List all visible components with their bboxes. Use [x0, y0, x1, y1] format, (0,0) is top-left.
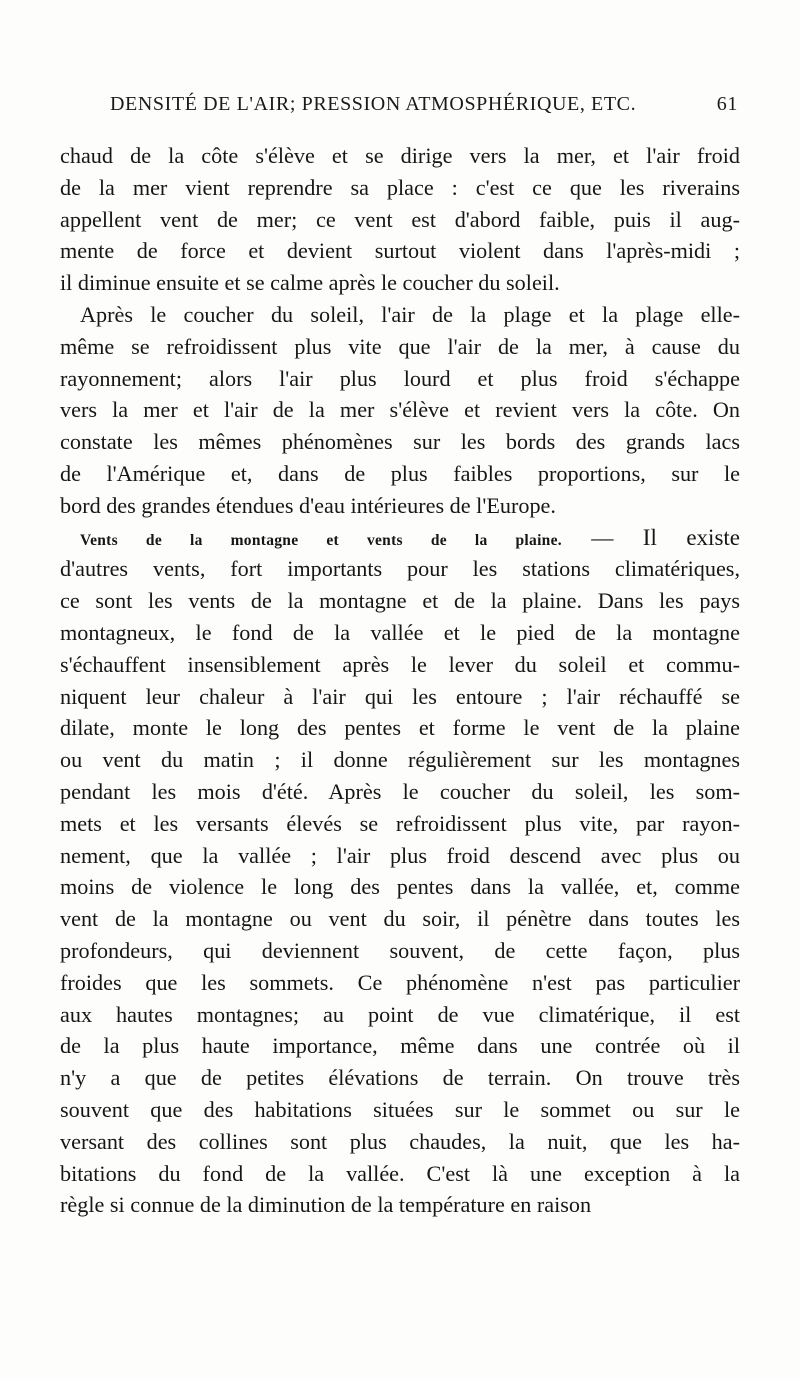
text-line: niquent leur chaleur à l'air qui les entoure ; l'air réchauffé se — [60, 683, 740, 709]
text-line: même se refroidissent plus vite que l'air de la mer, à cause du — [60, 333, 740, 359]
text-line: bord des grandes étendues d'eau intérieures de l'Europe. — [60, 492, 556, 518]
text-line: montagneux, le fond de la vallée et le pied de la montagne — [60, 619, 740, 645]
text-line: règle si connue de la diminution de la température en raison — [60, 1192, 592, 1218]
running-head-title: DENSITÉ DE L'AIR; PRESSION ATMOSPHÉRIQUE, ETC. — [110, 93, 637, 115]
section-start-text: Il existe — [642, 524, 741, 550]
text-line: nement, que la vallée ; l'air plus froid descend avec plus ou — [60, 842, 740, 868]
text-line: ce sont les vents de la montagne et de la plaine. Dans les pays — [60, 588, 740, 614]
text-line: de l'Amérique et, dans de plus faibles proportions, sur le — [60, 460, 740, 486]
running-head — [110, 93, 738, 123]
text-line: Après le coucher du soleil, l'air de la plage et la plage elle- — [80, 301, 740, 327]
text-line: vent de la montagne ou vent du soir, il pénètre dans toutes les — [60, 906, 740, 932]
text-line: profondeurs, qui deviennent souvent, de cette façon, plus — [60, 937, 740, 963]
text-line: rayonnement; alors l'air plus lourd et plus froid s'échappe — [60, 365, 740, 391]
text-line: mente de force et devient surtout violent dans l'après-midi ; — [60, 238, 740, 264]
text-line: souvent que des habitations situées sur le sommet ou sur le — [60, 1096, 740, 1122]
text-line: appellent vent de mer; ce vent est d'abord faible, puis il aug- — [60, 206, 740, 232]
text-line: dilate, monte le long des pentes et forme le vent de la plaine — [60, 715, 740, 741]
text-line: aux hautes montagnes; au point de vue climatérique, il est — [60, 1001, 740, 1027]
body-text — [60, 140, 740, 1221]
text-line: constate les mêmes phénomènes sur les bords des grands lacs — [60, 429, 740, 455]
section-heading-line — [60, 522, 740, 554]
text-line: froides que les sommets. Ce phénomène n'est pas particulier — [60, 969, 740, 995]
text-line: chaud de la côte s'élève et se dirige vers la mer, et l'air froid — [60, 143, 740, 168]
text-line: ou vent du matin ; il donne régulièrement sur les montagnes — [60, 747, 740, 773]
text-line: n'y a que de petites élévations de terrain. On trouve très — [60, 1065, 740, 1091]
text-line: de la plus haute importance, même dans une contrée où il — [60, 1033, 740, 1059]
text-line: d'autres vents, fort importants pour les stations climatériques, — [60, 556, 740, 582]
section-heading: Vents de la montagne et vents de la plaine. — [80, 531, 562, 549]
text-line: bitations du fond de la vallée. C'est là une exception à la — [60, 1160, 740, 1186]
text-line: mets et les versants élevés se refroidissent plus vite, par rayon- — [60, 810, 740, 836]
text-line: s'échauffent insensiblement après le lever du soleil et commu- — [60, 651, 740, 677]
heading-dash: — — [561, 524, 643, 550]
text-line: il diminue ensuite et se calme après le coucher du soleil. — [60, 270, 560, 296]
text-line: versant des collines sont plus chaudes, la nuit, que les ha- — [60, 1128, 740, 1154]
page-number: 61 — [716, 93, 738, 115]
text-line: pendant les mois d'été. Après le coucher du soleil, les som- — [60, 778, 740, 804]
text-line: de la mer vient reprendre sa place : c'est ce que les riverains — [60, 174, 740, 200]
text-line: vers la mer et l'air de la mer s'élève et revient vers la côte. On — [60, 397, 740, 423]
text-line: moins de violence le long des pentes dans la vallée, et, comme — [60, 874, 740, 900]
